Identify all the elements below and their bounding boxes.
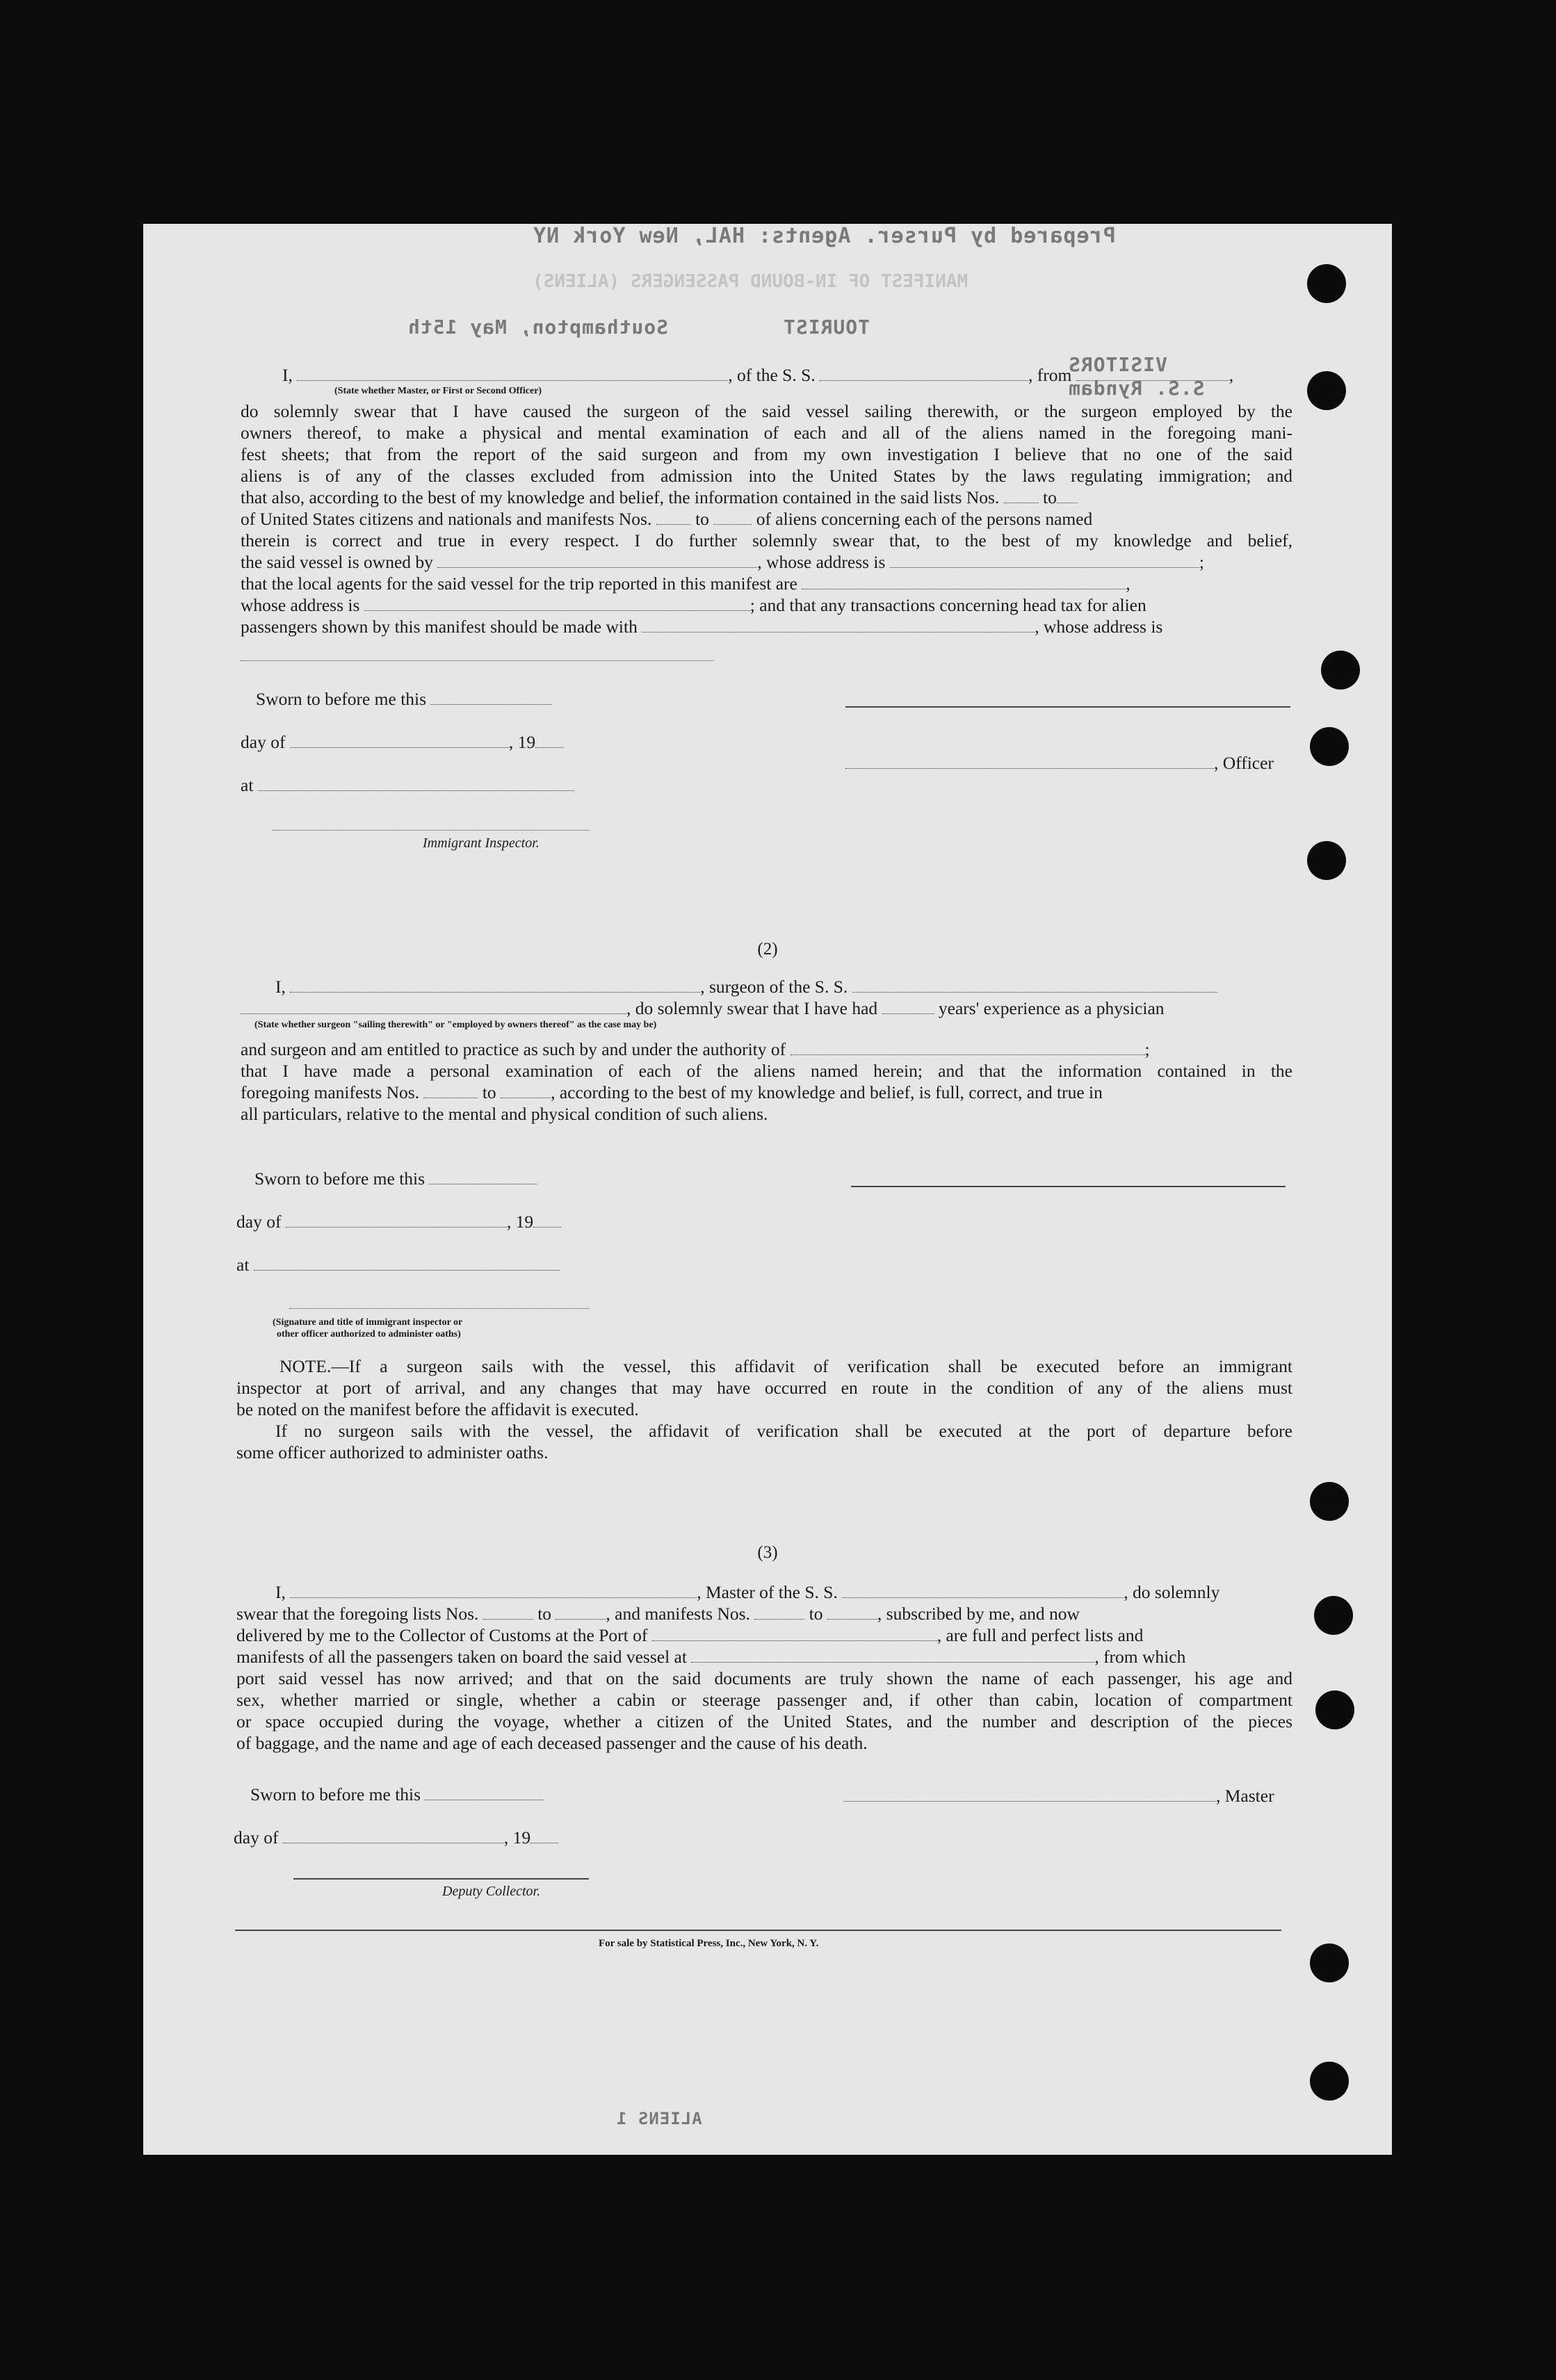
- s1-text-3: fest sheets; that from the report of the said surgeon and from my own investigation I believe that no one of the said: [241, 444, 1292, 464]
- s2-line1: I, , surgeon of the S. S.: [275, 976, 1217, 997]
- s2-sig-hint-2: other officer authorized to administer oaths): [277, 1329, 461, 1339]
- s2-line5: foregoing manifests Nos. to , according to the best of my knowledge and belief, is full, correct, and true in: [241, 1082, 1103, 1102]
- punch-hole-10: [1310, 2062, 1349, 2101]
- punch-hole-6: [1310, 1482, 1349, 1521]
- punch-hole-4: [1310, 727, 1349, 766]
- s3-text-5: port said vessel has now arrived; and that on the said documents are truly shown the name of each passenger, his age and: [236, 1668, 1292, 1688]
- bleed-bottom: ALIENS 1: [616, 2109, 702, 2128]
- s1-text-6: of United States citizens and nationals and manifests Nos. to of aliens concerning each of the persons named: [241, 509, 1093, 529]
- s3-text-7: or space occupied during the voyage, whether a citizen of the United States, and the number and description of the pieces: [236, 1711, 1292, 1731]
- s1-officer: , Officer: [845, 752, 1274, 774]
- s2-note-5: some officer authorized to administer oaths.: [236, 1442, 549, 1462]
- punch-hole-2: [1307, 371, 1346, 410]
- s2-line6: all particulars, relative to the mental and physical condition of such aliens.: [241, 1104, 768, 1124]
- s1-address-line: [241, 660, 713, 661]
- s2-sig-hint-1: (Signature and title of immigrant inspector or: [273, 1317, 463, 1328]
- s1-inspector-caption: Immigrant Inspector.: [423, 836, 540, 851]
- punch-hole-7: [1314, 1596, 1353, 1635]
- s2-note-3: be noted on the manifest before the affidavit is executed.: [236, 1399, 639, 1419]
- footer-text: For sale by Statistical Press, Inc., New York, N. Y.: [599, 1938, 819, 1949]
- s1-text-8: the said vessel is owned by , whose address is ;: [241, 552, 1204, 572]
- bleed-line4: VISITORS: [1068, 353, 1167, 376]
- s1-dayof: day of , 19: [241, 731, 563, 753]
- bleed-line3-right: TOURIST: [783, 316, 870, 339]
- s2-at: at: [236, 1254, 560, 1275]
- s1-text-4: aliens is of any of the classes excluded from admission into the United States by the laws regulating immigration; and: [241, 466, 1292, 486]
- punch-hole-5: [1307, 841, 1346, 880]
- s2-inspector-line: [289, 1308, 590, 1309]
- s3-text-6: sex, whether married or single, whether a cabin or steerage passenger and, if other than cabin, location of compartment: [236, 1690, 1292, 1710]
- punch-hole-3: [1321, 651, 1360, 690]
- bleed-line2: MANIFEST OF IN-BOUND PASSENGERS (ALIENS): [533, 271, 969, 292]
- s3-deputy-caption: Deputy Collector.: [442, 1884, 541, 1899]
- s1-line1: I, , of the S. S. , from ,: [282, 365, 1234, 385]
- s1-text-7: therein is correct and true in every respect. I do further solemnly swear that, to the best of my knowledge and belief,: [241, 530, 1292, 551]
- footer-rule: [235, 1930, 1281, 1931]
- s3-sworn: Sworn to before me this: [250, 1784, 543, 1805]
- s2-signature-line: [851, 1186, 1286, 1187]
- s2-line2: , do solemnly swear that I have had years' experience as a physician: [241, 997, 1165, 1019]
- s1-signature-line-1: [845, 706, 1290, 708]
- s2-line4: that I have made a personal examination of each of the aliens named herein; and that the information contained in the: [241, 1061, 1292, 1081]
- s3-line2: swear that the foregoing lists Nos. to , and manifests Nos. to , subscribed by me, and now: [236, 1604, 1080, 1624]
- s1-at: at: [241, 774, 574, 796]
- s3-line1: I, , Master of the S. S. , do solemnly: [275, 1582, 1220, 1602]
- s1-text-9: that the local agents for the said vessel for the trip reported in this manifest are ,: [241, 573, 1130, 594]
- s3-dayof: day of , 19: [234, 1827, 558, 1848]
- s3-line3: delivered by me to the Collector of Customs at the Port of , are full and perfect lists and: [236, 1625, 1144, 1645]
- punch-hole-1: [1307, 264, 1346, 303]
- s2-surgeon-hint: (State whether surgeon "sailing therewith" or "employed by owners thereof" as the case may be): [254, 1020, 657, 1030]
- s1-text-11: passengers shown by this manifest should be made with , whose address is: [241, 617, 1163, 637]
- s1-text-1: do solemnly swear that I have caused the surgeon of the said vessel sailing therewith, or the surgeon employed by the: [241, 401, 1292, 421]
- s1-text-2: owners thereof, to make a physical and mental examination of each and all of the aliens named in the foregoing mani-: [241, 423, 1292, 443]
- s3-master: , Master: [844, 1785, 1274, 1807]
- bleed-line3-left: Southampton, May 15th: [407, 316, 669, 339]
- s2-note-2: inspector at port of arrival, and any changes that may have occurred en route in the condition of any of the aliens must: [236, 1378, 1292, 1398]
- s2-line3: and surgeon and am entitled to practice as such by and under the authority of ;: [241, 1039, 1150, 1059]
- s2-number: (2): [757, 940, 778, 959]
- punch-hole-8: [1315, 1690, 1354, 1729]
- s2-note-4: If no surgeon sails with the vessel, the affidavit of verification shall be executed at the port of departure before: [275, 1421, 1292, 1441]
- s2-note-lead: NOTE.: [279, 1356, 332, 1376]
- s3-line4: manifests of all the passengers taken on board the said vessel at , from which: [236, 1647, 1186, 1667]
- s1-officer-hint: (State whether Master, or First or Second Officer): [334, 386, 542, 396]
- s1-sworn: Sworn to before me this: [256, 688, 552, 710]
- s1-inspector-line: [273, 830, 590, 831]
- s3-text-8: of baggage, and the name and age of each deceased passenger and the cause of his death.: [236, 1733, 868, 1753]
- s2-dayof: day of , 19: [236, 1211, 561, 1232]
- s1-text-10: whose address is ; and that any transactions concerning head tax for alien: [241, 595, 1146, 615]
- bleed-top-line: Prepared by Purser. Agents: HAL, New York NY: [533, 224, 1116, 248]
- s2-note-1: NOTE.—If a surgeon sails with the vessel, this affidavit of verification shall be executed before an immigrant: [279, 1356, 1292, 1376]
- s3-number: (3): [757, 1543, 778, 1562]
- manifest-page: [143, 224, 1392, 2155]
- s2-sworn: Sworn to before me this: [254, 1168, 537, 1189]
- s1-text-5: that also, according to the best of my knowledge and belief, the information contained in the said lists Nos. to: [241, 487, 1078, 508]
- punch-hole-9: [1310, 1943, 1349, 1982]
- s3-deputy-line: [293, 1878, 589, 1880]
- bleed-line5: S.S. Ryndam: [1068, 377, 1205, 400]
